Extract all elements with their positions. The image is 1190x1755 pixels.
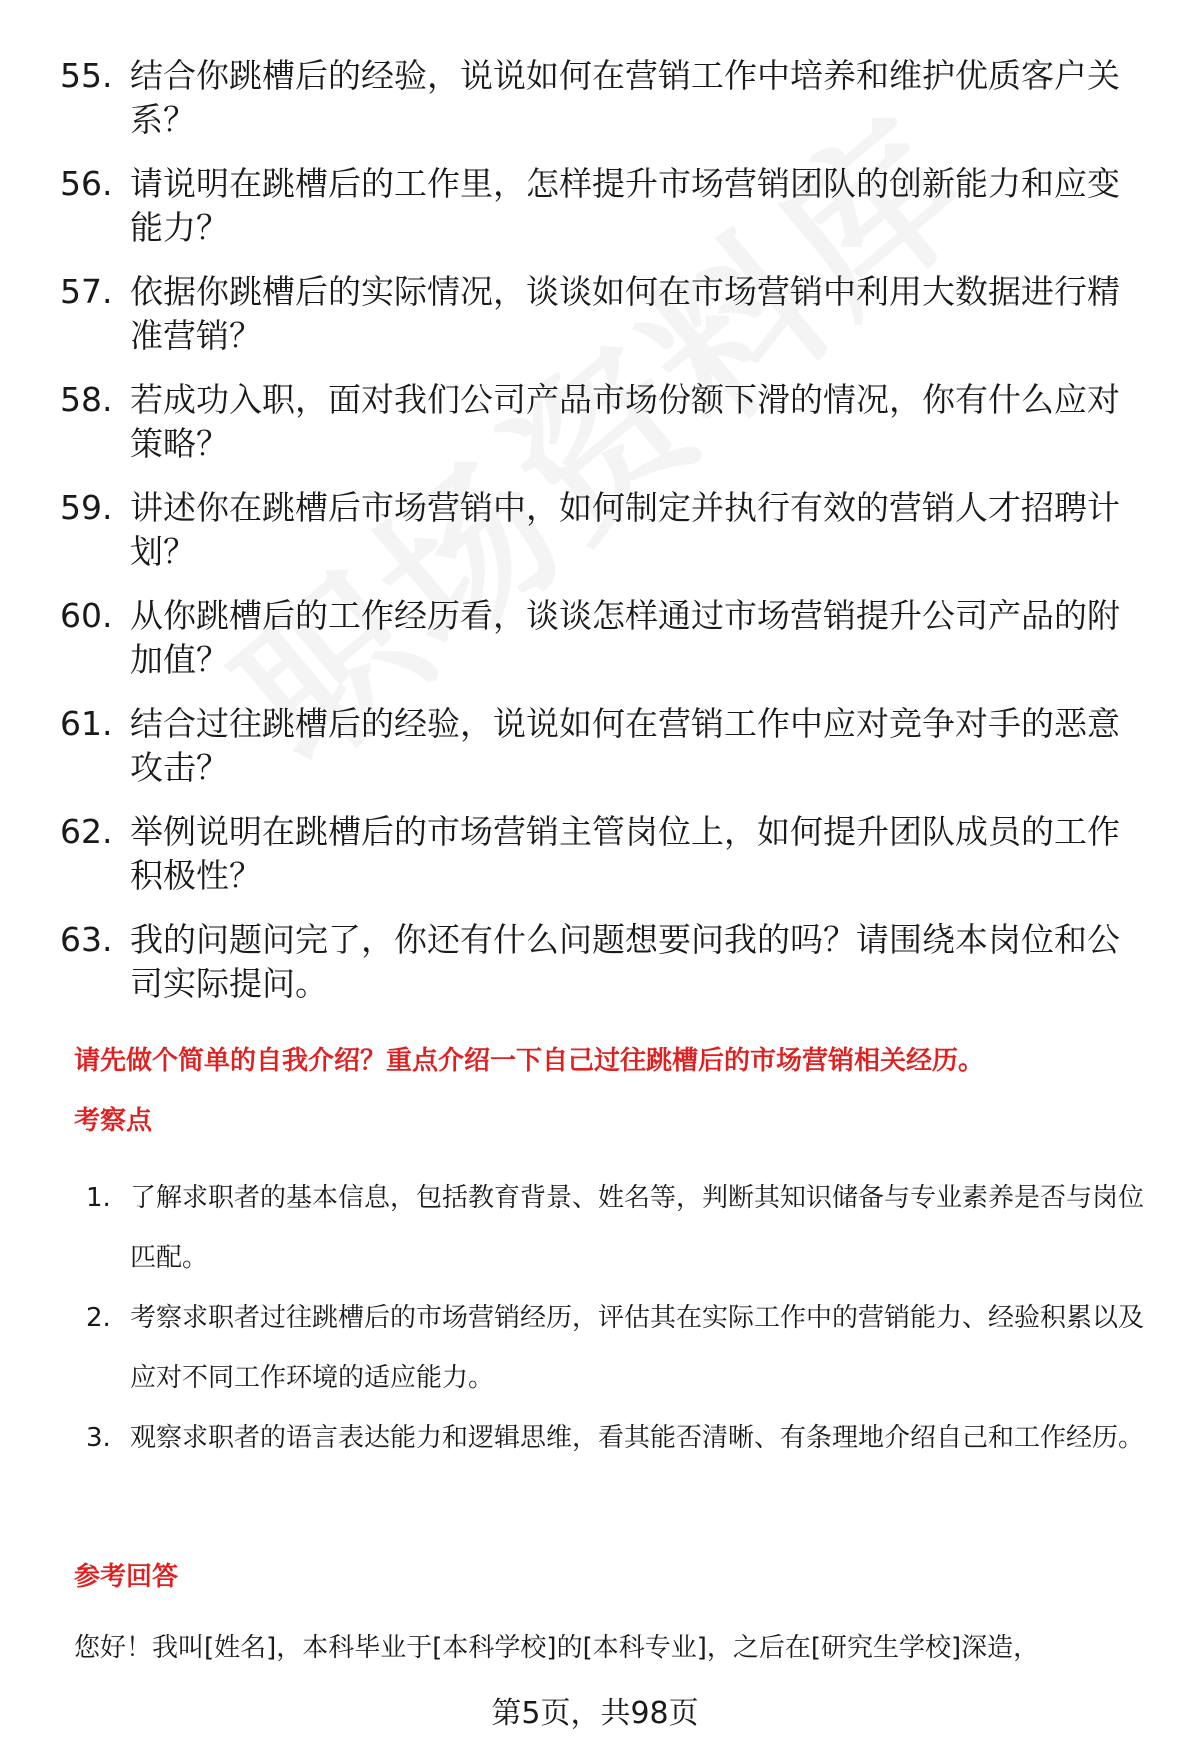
point-text: 了解求职者的基本信息，包括教育背景、姓名等，判断其知识储备与专业素养是否与岗位匹配。 bbox=[130, 1183, 1145, 1273]
list-item bbox=[60, 810, 1150, 898]
question-number: 63. bbox=[60, 920, 113, 959]
list-item bbox=[86, 1168, 1156, 1288]
list-item bbox=[60, 702, 1150, 790]
question-number: 58. bbox=[60, 380, 113, 419]
question-number: 55. bbox=[60, 56, 113, 95]
examine-point-list bbox=[86, 1168, 1156, 1468]
list-item bbox=[60, 594, 1150, 682]
list-item bbox=[60, 486, 1150, 574]
question-text: 从你跳槽后的工作经历看，谈谈怎样通过市场营销提升公司产品的附加值？ bbox=[130, 596, 1120, 679]
question-number: 59. bbox=[60, 488, 113, 527]
featured-question: 请先做个简单的自我介绍？重点介绍一下自己过往跳槽后的市场营销相关经历。 bbox=[74, 1046, 985, 1076]
list-item bbox=[60, 918, 1150, 1006]
question-text: 若成功入职，面对我们公司产品市场份额下滑的情况，你有什么应对策略？ bbox=[130, 380, 1120, 463]
question-text: 我的问题问完了，你还有什么问题想要问我的吗？请围绕本岗位和公司实际提问。 bbox=[130, 920, 1120, 1003]
list-item bbox=[60, 378, 1150, 466]
list-item bbox=[60, 54, 1150, 142]
answer-text: 您好！我叫[姓名]，本科毕业于[本科学校]的[本科专业]，之后在[研究生学校]深造， bbox=[74, 1633, 1040, 1663]
question-number: 61. bbox=[60, 704, 113, 743]
point-number: 3. bbox=[86, 1423, 111, 1453]
point-text: 观察求职者的语言表达能力和逻辑思维，看其能否清晰、有条理地介绍自己和工作经历。 bbox=[130, 1423, 1145, 1453]
question-text: 依据你跳槽后的实际情况，谈谈如何在市场营销中利用大数据进行精准营销？ bbox=[130, 272, 1120, 355]
question-number: 56. bbox=[60, 164, 113, 203]
list-item bbox=[60, 270, 1150, 358]
page-footer: 第5页，共98页 bbox=[491, 1696, 699, 1731]
question-number: 57. bbox=[60, 272, 113, 311]
point-text: 考察求职者过往跳槽后的市场营销经历，评估其在实际工作中的营销能力、经验积累以及应对不同工作环境的适应能力。 bbox=[130, 1303, 1145, 1393]
list-item bbox=[60, 162, 1150, 250]
question-text: 结合你跳槽后的经验，说说如何在营销工作中培养和维护优质客户关系？ bbox=[130, 56, 1120, 139]
list-item bbox=[86, 1288, 1156, 1408]
question-text: 结合过往跳槽后的经验，说说如何在营销工作中应对竞争对手的恶意攻击？ bbox=[130, 704, 1120, 787]
point-number: 1. bbox=[86, 1183, 111, 1213]
list-item bbox=[86, 1408, 1156, 1468]
question-text: 请说明在跳槽后的工作里，怎样提升市场营销团队的创新能力和应变能力？ bbox=[130, 164, 1120, 247]
question-number: 62. bbox=[60, 812, 113, 851]
question-text: 举例说明在跳槽后的市场营销主管岗位上，如何提升团队成员的工作积极性？ bbox=[130, 812, 1120, 895]
question-list bbox=[60, 54, 1150, 1026]
question-text: 讲述你在跳槽后市场营销中，如何制定并执行有效的营销人才招聘计划？ bbox=[130, 488, 1120, 571]
point-number: 2. bbox=[86, 1303, 111, 1333]
section-title-answer: 参考回答 bbox=[74, 1562, 179, 1592]
section-title-examine: 考察点 bbox=[74, 1106, 153, 1136]
question-number: 60. bbox=[60, 596, 113, 635]
